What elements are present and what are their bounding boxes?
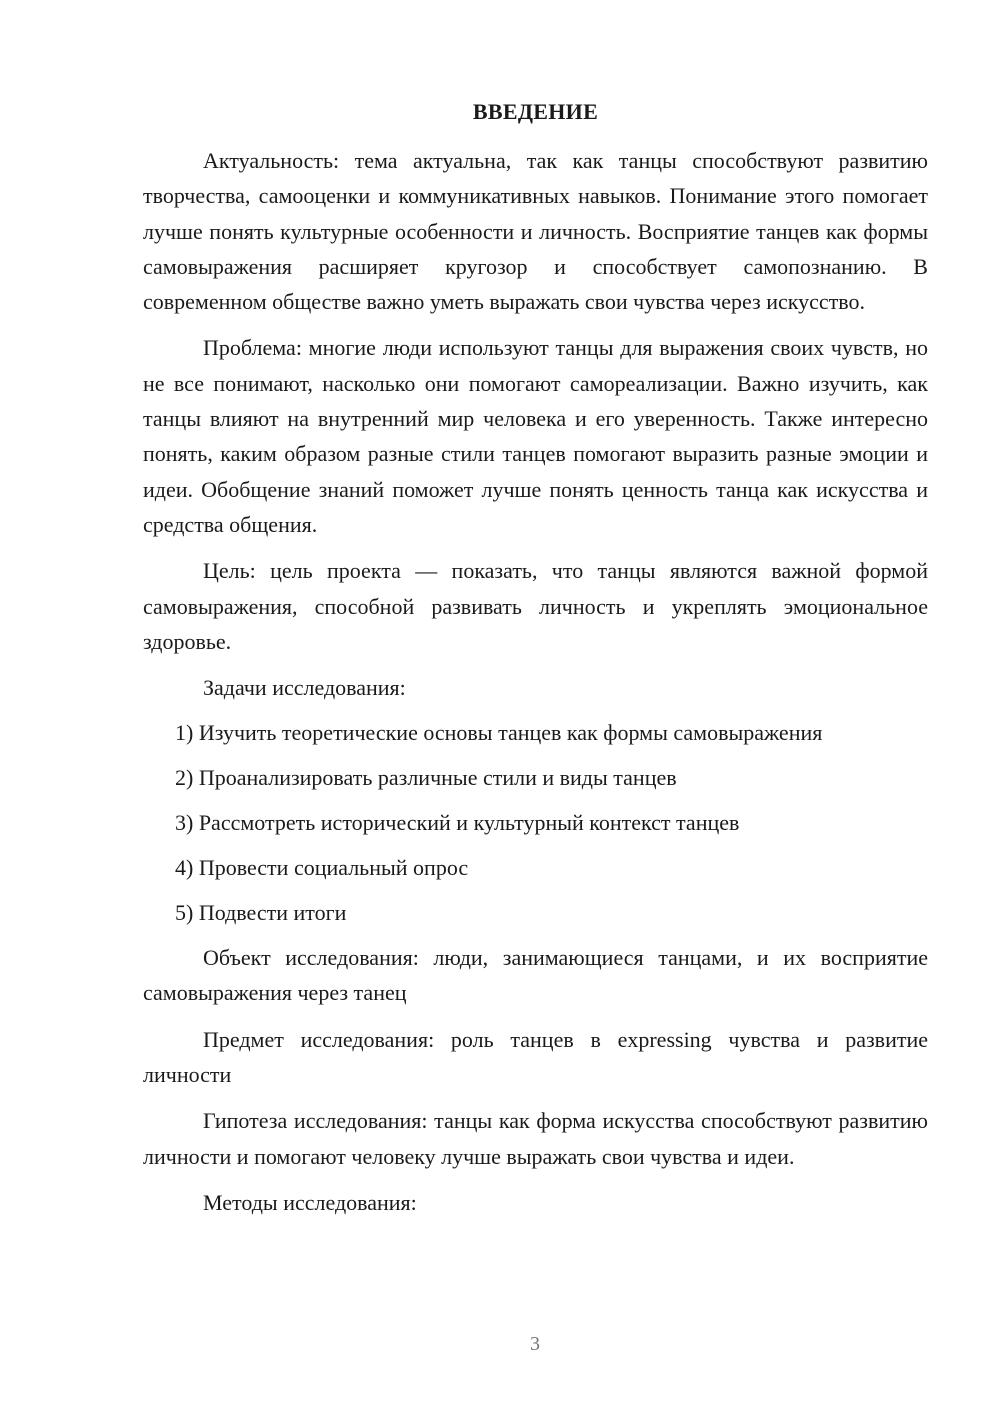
document-page [143, 94, 928, 1230]
list-item: 3) Рассмотреть исторический и культурный контекст танцев [175, 810, 740, 836]
tasks-list [143, 715, 928, 930]
paragraph-object: Объект исследования: люди, занимающиеся танцами, и их восприятие самовыражения через танец [143, 945, 928, 1006]
list-item: 4) Провести социальный опрос [175, 855, 469, 881]
paragraph-hypothesis: Гипотеза исследования: танцы как форма искусства способствуют развитию личности и помогают человеку лучше выражать свои чувства и идеи. [143, 1108, 928, 1169]
paragraph-relevance: Актуальность: тема актуальна, так как танцы способствуют развитию творчества, самооценки и коммуникативных навыков. Понимание этого помогает лучше понять культурные особенности и личность. Восприятие танцев как формы самовыражения расширяет кругозор и способствует самопознанию. В современном обществе важно уметь выражать свои чувства через искусство. [143, 148, 928, 315]
paragraph-problem: Проблема: многие люди используют танцы для выражения своих чувств, но не все понимают, насколько они помогают самореализации. Важно изучить, как танцы влияют на внутренний мир человека и его уверенность. Также интересно понять, каким образом разные стили танцев помогают выразить разные эмоции и идеи. Обобщение знаний поможет лучше понять ценность танца как искусства и средства общения. [143, 335, 928, 537]
list-item: 5) Подвести итоги [175, 900, 347, 926]
page-number: 3 [530, 1333, 540, 1355]
methods-heading: Методы исследования: [203, 1189, 417, 1215]
tasks-heading: Задачи исследования: [203, 675, 406, 701]
page-title: ВВЕДЕНИЕ [472, 99, 599, 124]
list-item: 1) Изучить теоретические основы танцев как формы самовыражения [175, 720, 823, 746]
paragraph-subject: Предмет исследования: роль танцев в expressing чувства и развитие личности [143, 1026, 928, 1088]
list-item: 2) Проанализировать различные стили и виды танцев [175, 765, 677, 791]
paragraph-goal: Цель: цель проекта — показать, что танцы являются важной формой самовыражения, способной развивать личность и укреплять эмоциональное здоровье. [143, 558, 928, 654]
